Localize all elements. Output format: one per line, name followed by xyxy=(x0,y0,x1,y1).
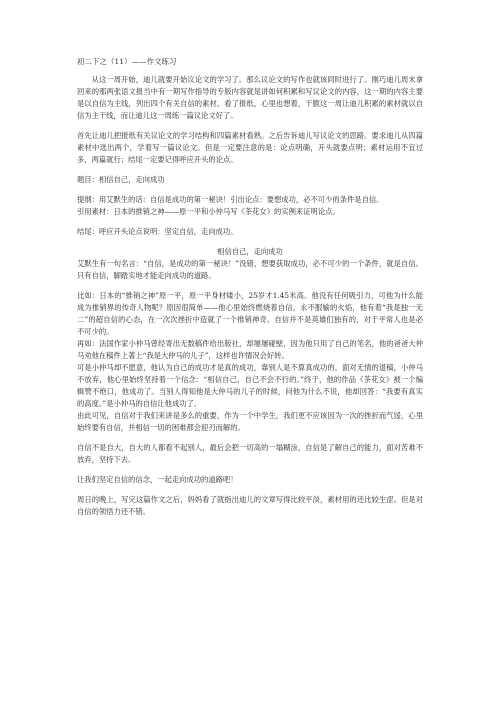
essay-paragraph-7: 让我们坚定自信的信念，一起走向成功的道路吧！ xyxy=(77,475,238,484)
essay-topic: 题目：相信自己，走向成功 xyxy=(77,175,165,184)
document-body xyxy=(77,56,423,518)
document-title: 初二下之（11）——作文练习 xyxy=(77,57,177,66)
essay-paragraph-3: 再如：法国作家小仲马曾经寄出无数稿件给出版社，却屡屡碰壁，因为他只用了自己的笔名，他的爸爸大仲马劝他在稿件上著上“我是大仲马的儿子”，这样也许情况会好转。 xyxy=(77,339,423,360)
essay-paragraph-4: 可是小仲马却不愿意，他认为自己的成功才是真的成功，靠别人是不算真成功的，面对无情的退稿，小仲马不放弃，他心里始终坚持着一个信念：“相信自己，自己不会不行的。”终于，他的作品《茶花女》被一个编辑赞不绝口，他成功了。当别人得知他是大仲马的儿子的时候，问他为什么不说，他却回答：“我要有真实的高度。”是小仲马的自信让他成功了。 xyxy=(77,363,423,408)
essay-paragraph-6: 自信不是自大，自大的人都看不起别人，最后会把一切高的一塌糊涂，自信是了解自己的能力，面对苦难不放弃，坚持下去。 xyxy=(77,443,423,464)
intro-paragraph-1: 从这一周开始，迪儿就要开始议论文的学习了。那么议论文的写作也就该同时进行了。刚巧迪儿周末拿回来的那两张语文报当中有一期写作指导的专版内容就是讲如何积累和写议论文的内容，这一期的内容主要是以自信为主线，列出四个有关自信的素材。看了报纸，心里也想着，干脆这一周让迪儿积累的素材就以自信为主干线，而让迪儿这一周练一篇议论文好了。 xyxy=(77,75,423,120)
essay-paragraph-1: 艾默生有一句名言：“自信，是成功的第一秘诀！”没错，想要获取成功，必不可少的一个条件，就是自信。只有自信，脚踏实地才能走向成功的道路。 xyxy=(77,259,423,280)
outline-ending: 结尾：呼应开头论点说明：坚定自信，走向成功。 xyxy=(77,227,238,236)
outline-opening: 提纲：用艾默生的话：自信是成功的第一秘诀！引出论点：要想成功，必不可少的条件是自信。 xyxy=(77,195,384,204)
essay-title: 相信自己，走向成功 xyxy=(217,247,283,256)
closing-paragraph: 周日的晚上，写完这篇作文之后，妈妈看了就指出迪儿的文章写得比较平淡，素材用的还比较生涩。但是对自信的领悟力还不错。 xyxy=(77,495,423,516)
intro-paragraph-2: 首先让迪儿把报纸有关议论文的学习结构和四篇素材看熟。之后告诉迪儿写议论文的思路。要求迪儿从四篇素材中选出两个，学着写一篇议论文。但是一定要注意的是：论点明确，开头就要点明；素材运用不宜过多，两篇就行；结尾一定要记得呼应开头的论点。 xyxy=(77,131,423,164)
essay-paragraph-2: 比如：日本的“推销之神”原一平，原一平身材矮小，25岁才1.45米高。他没有任何吸引力，可他为什么能成为推销界的传奇人物呢？原因很简单——他心里始终燃烧着自信，永不服输的火焰，他有着“我是独一无二”的超自信的心态，在一次次挫折中造就了一个推销神奇。自信并不是英雄们独有的，对于平常人也是必不可少的。 xyxy=(77,291,423,336)
outline-materials: 引用素材：日本的推销之神——原一平和小仲马写《茶花女》的实例来证明论点。 xyxy=(77,207,340,216)
essay-paragraph-5: 由此可见，自信对于我们来讲是多么的重要，作为一个中学生，我们更不应该因为一次的挫折而气馁，心里始终要有自信，并相信一切的困难都会迎刃而解的。 xyxy=(77,411,423,432)
